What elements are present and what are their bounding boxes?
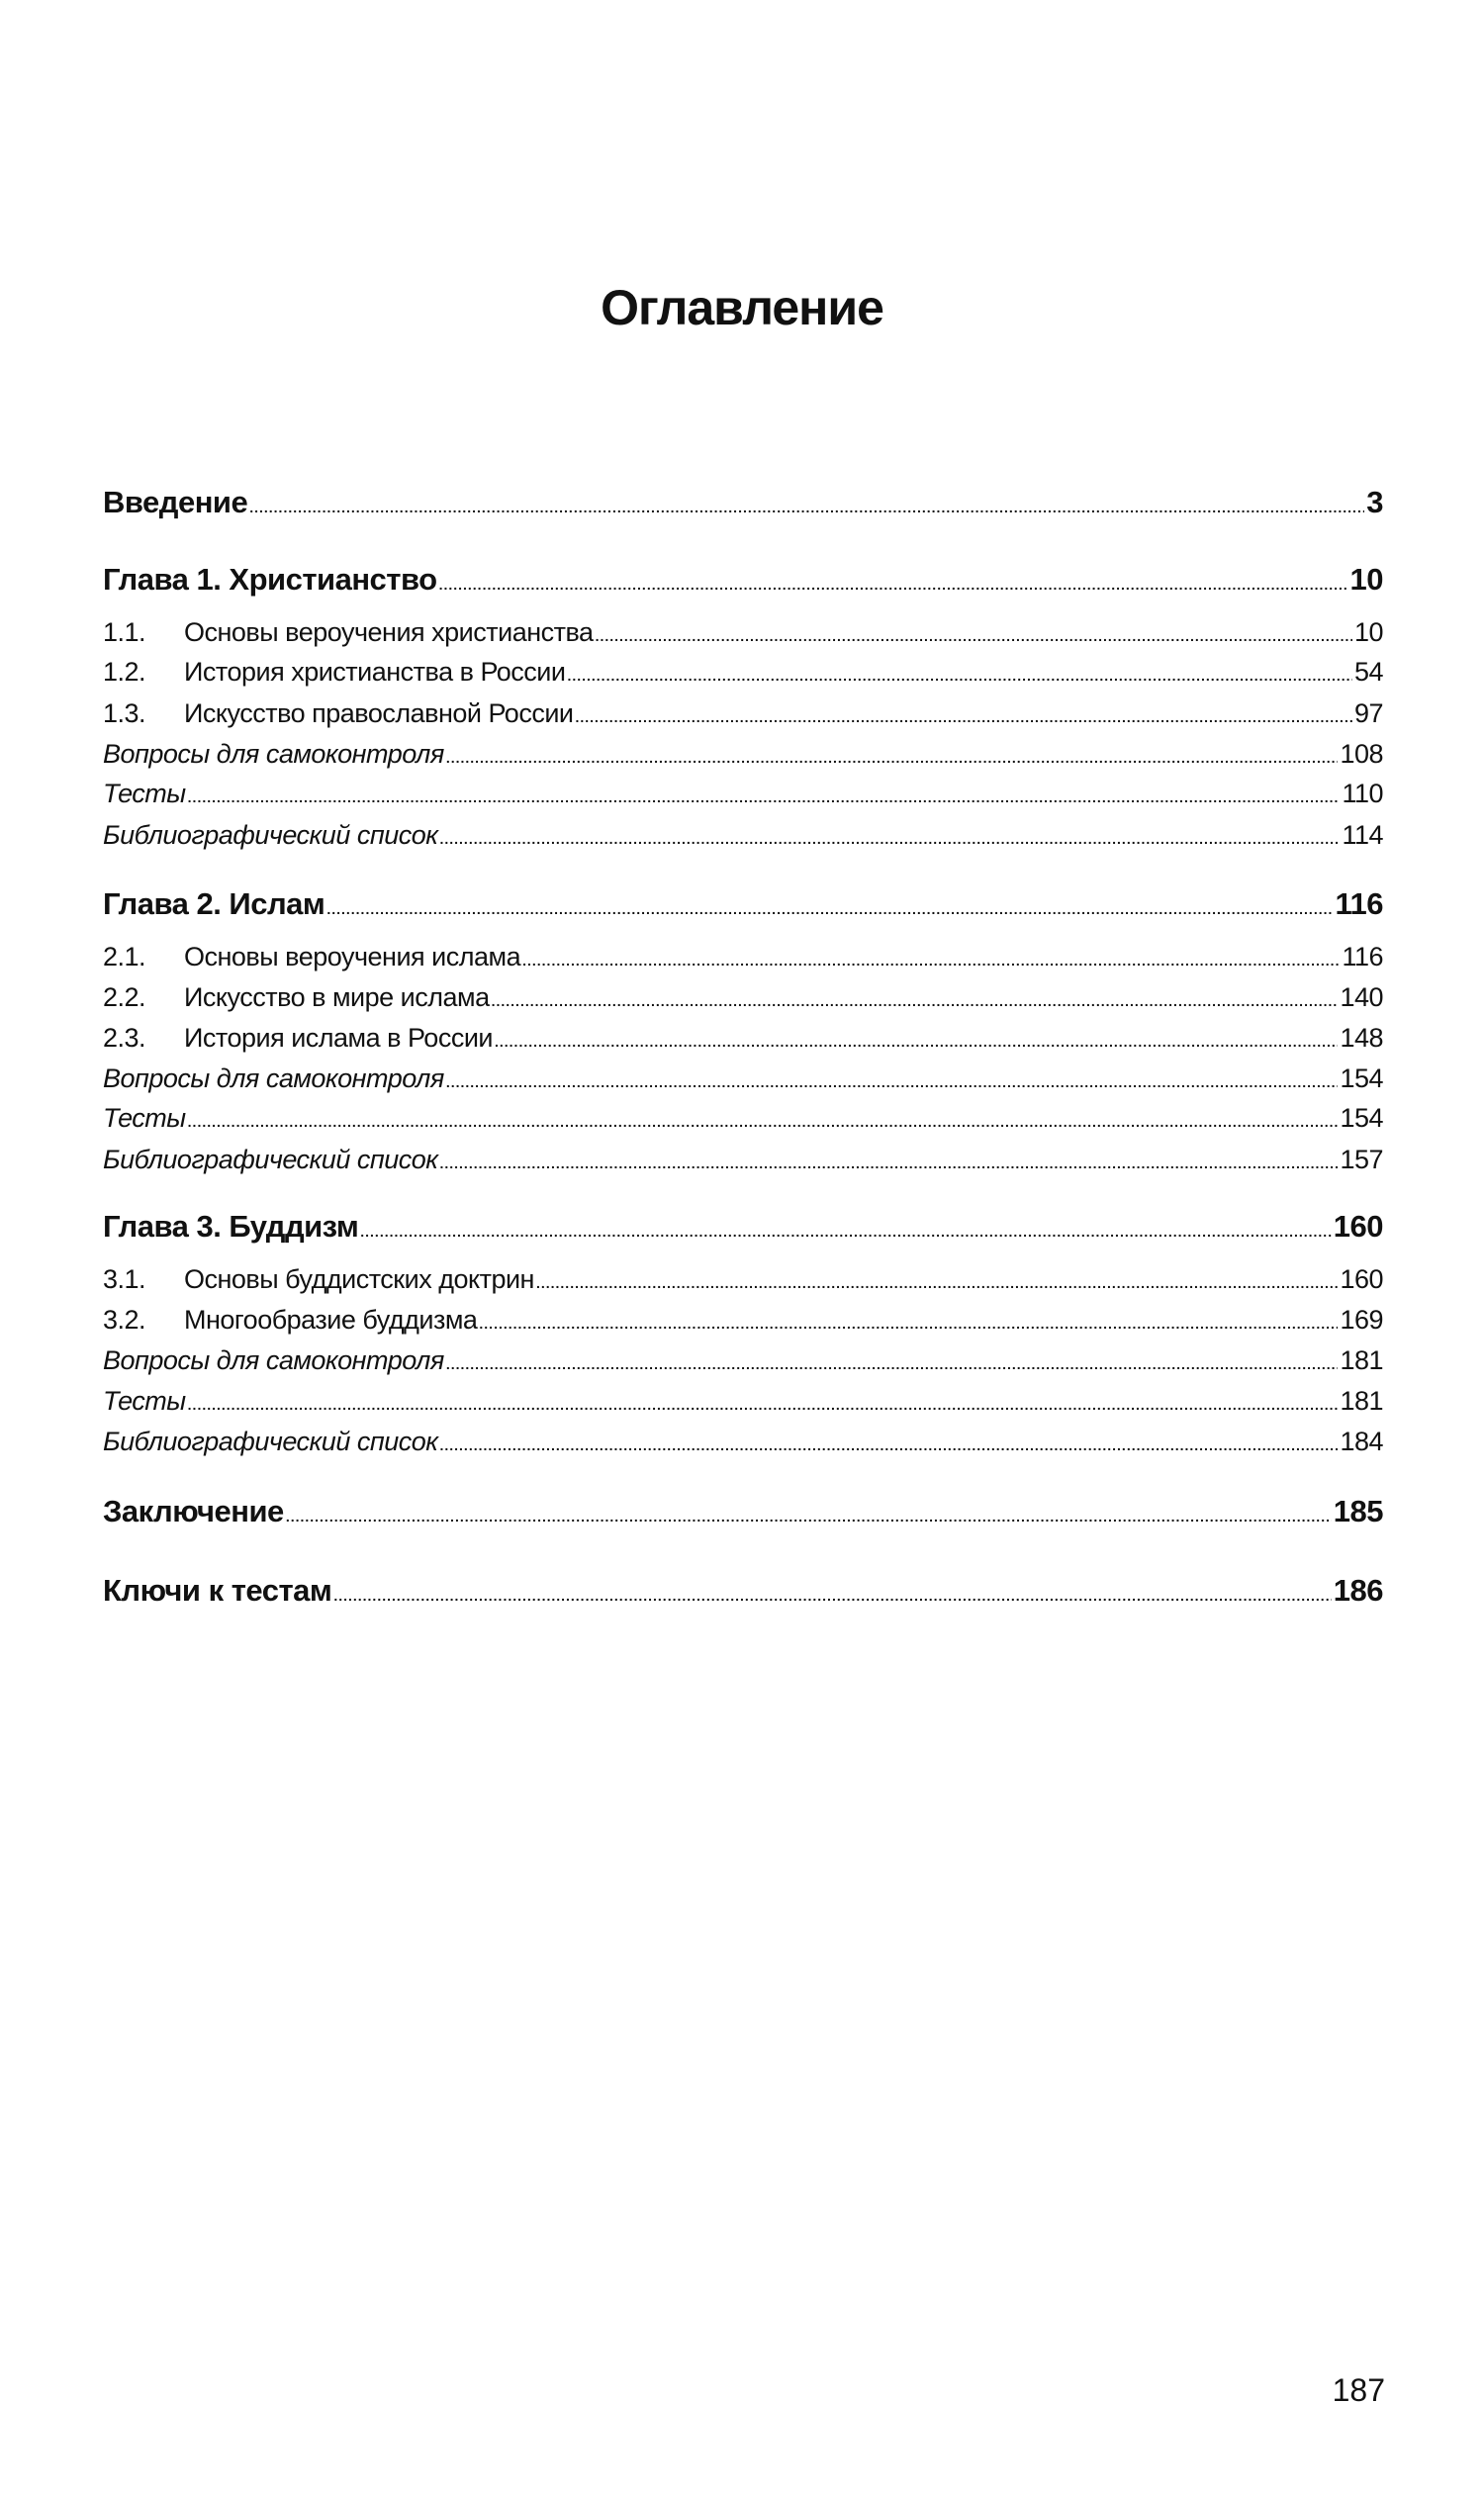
toc-entry-page: 154: [1340, 1103, 1383, 1133]
toc-entry-page: 140: [1340, 982, 1383, 1012]
toc-entry-label: Ключи к тестам: [103, 1573, 332, 1608]
toc-entry-page: 160: [1333, 1209, 1383, 1244]
toc-entry: [103, 615, 1383, 653]
toc-entry-label: Основы буддистских доктрин: [184, 1264, 534, 1294]
toc-entry-page: 148: [1340, 1023, 1383, 1053]
toc-entry-page: 97: [1353, 698, 1383, 728]
leader-dots: [492, 984, 1339, 1018]
toc-entry: [103, 696, 1383, 734]
leader-dots: [188, 1388, 1339, 1422]
toc-entry-page: 114: [1342, 820, 1383, 850]
toc-entry-page: 184: [1340, 1427, 1383, 1456]
leader-dots: [522, 944, 1340, 977]
toc-entry-label: Вопросы для самоконтроля: [103, 1345, 444, 1375]
toc-entry-page: 116: [1342, 942, 1383, 971]
toc-entry-number: 3.2.: [103, 1305, 146, 1335]
toc-entry-label: Глава 3. Буддизм: [103, 1209, 359, 1244]
toc-entry-page: 108: [1340, 739, 1383, 769]
toc-entry-label: Основы вероучения христианства: [184, 617, 594, 647]
toc-entry: [103, 1101, 1383, 1139]
toc-entry-page: 186: [1333, 1573, 1383, 1608]
toc-entry-page: 157: [1340, 1145, 1383, 1174]
leader-dots: [439, 1429, 1338, 1462]
toc-entry: [103, 940, 1383, 977]
leader-dots: [249, 488, 1364, 527]
toc-entry: [103, 1571, 1383, 1616]
leader-dots: [439, 1147, 1338, 1180]
toc-entry: [103, 777, 1383, 814]
leader-dots: [439, 565, 1348, 604]
toc-entry: [103, 1143, 1383, 1180]
toc-entry-label: Тесты: [103, 1103, 186, 1133]
toc-entry-page: 110: [1342, 779, 1383, 808]
toc-entry-page: 181: [1340, 1345, 1383, 1375]
leader-dots: [360, 1212, 1332, 1251]
toc-entry: [103, 1262, 1383, 1300]
toc-entry: [103, 560, 1383, 604]
leader-dots: [446, 1065, 1339, 1099]
toc-entry: [103, 655, 1383, 693]
toc-entry: [103, 1021, 1383, 1059]
leader-dots: [286, 1497, 1332, 1536]
toc-entry-label: Тесты: [103, 1386, 186, 1416]
toc-entry-page: 116: [1335, 886, 1383, 921]
leader-dots: [536, 1266, 1338, 1300]
leader-dots: [479, 1307, 1338, 1340]
toc-entry-page: 10: [1353, 617, 1383, 647]
toc-entry-number: 2.1.: [103, 942, 146, 971]
toc-entry-page: 54: [1353, 657, 1383, 687]
toc-entry-number: 2.2.: [103, 982, 146, 1012]
toc-entry-page: 181: [1340, 1386, 1383, 1416]
toc-entry-label: История христианства в России: [184, 657, 566, 687]
leader-dots: [188, 1105, 1339, 1139]
toc-entry-number: 1.1.: [103, 617, 146, 647]
leader-dots: [596, 619, 1352, 653]
toc-entry-page: 169: [1340, 1305, 1383, 1335]
toc-entry: [103, 1207, 1383, 1251]
toc-entry-page: 3: [1366, 485, 1383, 519]
toc-entry-number: 3.1.: [103, 1264, 146, 1294]
toc-entry-label: Библиографический список: [103, 1145, 438, 1174]
leader-dots: [326, 889, 1333, 929]
toc-entry: [103, 483, 1383, 527]
toc-entry: [103, 1343, 1383, 1381]
toc-entry-number: 1.2.: [103, 657, 146, 687]
toc-entry-label: Глава 1. Христианство: [103, 562, 437, 597]
toc-entry: [103, 1303, 1383, 1340]
toc-entry-label: Заключение: [103, 1494, 284, 1528]
toc-entry-label: Вопросы для самоконтроля: [103, 1063, 444, 1093]
toc-entry: [103, 1425, 1383, 1462]
toc-entry-label: Глава 2. Ислам: [103, 886, 325, 921]
toc-entry-number: 2.3.: [103, 1023, 146, 1053]
toc-entry: [103, 1062, 1383, 1099]
toc-entry: [103, 980, 1383, 1018]
toc-entry-page: 154: [1340, 1063, 1383, 1093]
toc-entry-label: Искусство православной России: [184, 698, 574, 728]
toc-entry-page: 160: [1340, 1264, 1383, 1294]
leader-dots: [575, 700, 1351, 734]
toc-entry: [103, 884, 1383, 929]
toc-entry-label: Основы вероучения ислама: [184, 942, 521, 971]
page-number: 187: [1332, 2372, 1385, 2408]
leader-dots: [446, 1347, 1339, 1381]
leader-dots: [439, 822, 1340, 856]
toc-entry-label: Многообразие буддизма: [184, 1305, 478, 1335]
leader-dots: [188, 781, 1341, 814]
toc-entry-page: 10: [1349, 562, 1383, 597]
toc-entry: [103, 1492, 1383, 1536]
toc-entry-label: Искусство в мире ислама: [184, 982, 490, 1012]
toc-entry-page: 185: [1333, 1494, 1383, 1528]
toc-entry-label: История ислама в России: [184, 1023, 493, 1053]
toc-entry-label: Библиографический список: [103, 820, 438, 850]
leader-dots: [446, 741, 1339, 775]
toc-entry: [103, 737, 1383, 775]
toc-entry-label: Введение: [103, 485, 248, 519]
toc-entry: [103, 818, 1383, 856]
leader-dots: [567, 659, 1352, 693]
leader-dots: [333, 1576, 1331, 1616]
toc-entry: [103, 1384, 1383, 1422]
page-title: Оглавление: [601, 280, 883, 335]
toc-entry-label: Библиографический список: [103, 1427, 438, 1456]
toc-entry-label: Тесты: [103, 779, 186, 808]
toc-entry-number: 1.3.: [103, 698, 146, 728]
leader-dots: [495, 1025, 1338, 1059]
toc-entry-label: Вопросы для самоконтроля: [103, 739, 444, 769]
